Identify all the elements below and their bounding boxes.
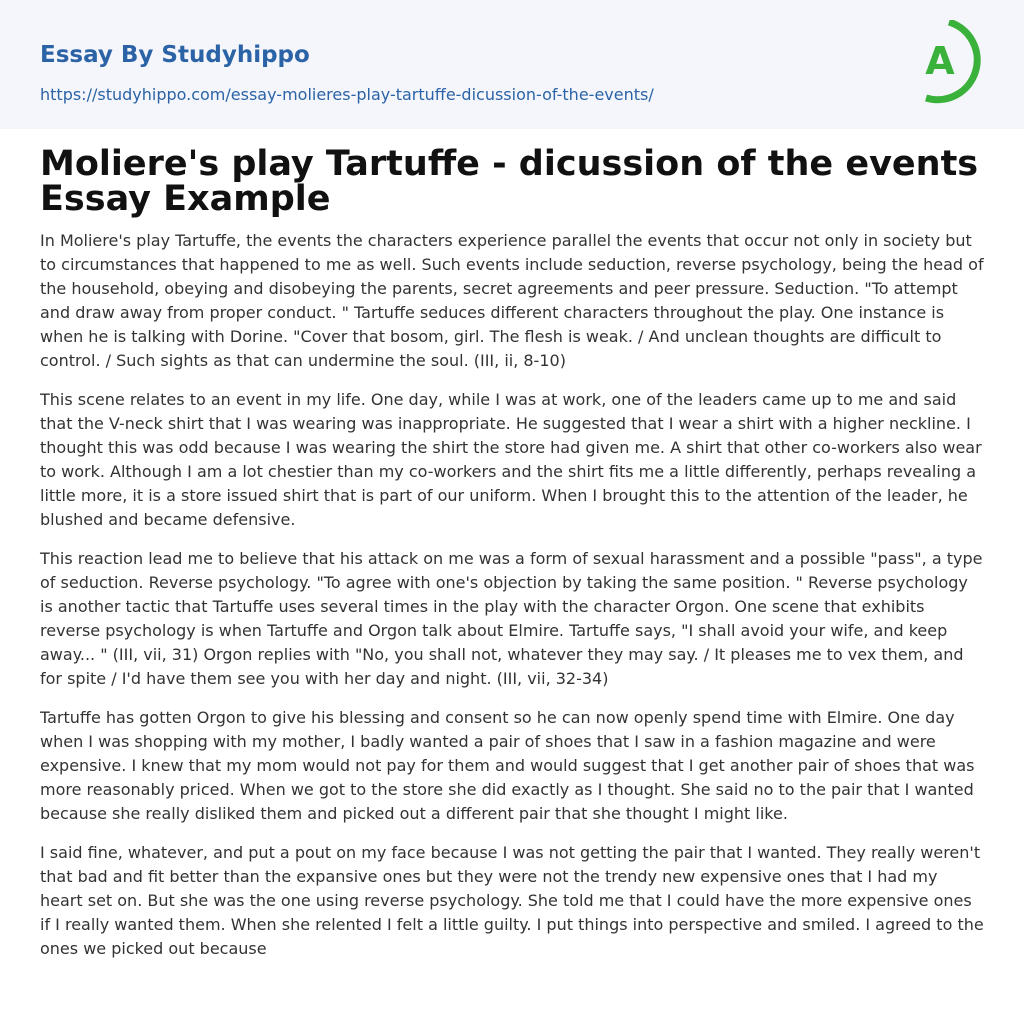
logo-icon[interactable] — [912, 20, 986, 106]
article-paragraph: This scene relates to an event in my life. One day, while I was at work, one of the leaders came up to me and said that the V-neck shirt that I was wearing was inappropriate. He suggested that I wear a shirt with a higher neckline. I thought this was odd because I was wearing the shirt the store had given me. A shirt that other co-workers also wear to work. Although I am a lot chestier than my co-workers and the shirt fits me a little differently, perhaps revealing a little more, it is a store issued shirt that is part of our uniform. When I brought this to the attention of the leader, he blushed and became defensive. — [40, 390, 982, 529]
article-paragraph: In Moliere's play Tartuffe, the events the characters experience parallel the events that occur not only in society but to circumstances that happened to me as well. Such events include seduction, reverse psychology, being the head of the household, obeying and disobeying the parents, secret agreements and peer pressure. Seduction. "To attempt and draw away from proper conduct. " Tartuffe seduces different characters throughout the play. One instance is when he is talking with Dorine. "Cover that bosom, girl. The flesh is weak. / And unclean thoughts are difficult to control. / Such sights as that can undermine the soul. (III, ii, 8-10) — [40, 231, 984, 370]
article-paragraph: I said fine, whatever, and put a pout on my face because I was not getting the pair that I wanted. They really weren't that bad and fit better than the expansive ones but they were not the trendy new expensive ones that I had my heart set on. But she was the one using reverse psychology. She told me that I could have the more expensive ones if I really wanted them. When she relented I felt a little guilty. I put things into perspective and smiled. I agreed to the ones we picked out because — [40, 843, 984, 958]
logo-letter: A — [925, 39, 955, 83]
article-title: Moliere's play Tartuffe - dicussion of the events Essay Example — [40, 144, 979, 219]
source-url-link[interactable]: https://studyhippo.com/essay-molieres-play-tartuffe-dicussion-of-the-events/ — [40, 85, 654, 104]
article-paragraph: This reaction lead me to believe that his attack on me was a form of sexual harassment and a possible "pass", a type of seduction. Reverse psychology. "To agree with one's objection by taking the same position. " Reverse psychology is another tactic that Tartuffe uses several times in the play with the character Orgon. One scene that exhibits reverse psychology is when Tartuffe and Orgon talk about Elmire. Tartuffe says, "I shall avoid your wife, and keep away... " (III, vii, 31) Orgon replies with "No, you shall not, whatever they may say. / It pleases me to vex them, and for spite / I'd have them see you with her day and night. (III, vii, 32-34) — [40, 549, 983, 688]
site-brand[interactable]: Essay By Studyhippo — [40, 42, 310, 68]
article-paragraph: Tartuffe has gotten Orgon to give his blessing and consent so he can now openly spend time with Elmire. One day when I was shopping with my mother, I badly wanted a pair of shoes that I saw in a fashion magazine and were expensive. I knew that my mom would not pay for them and would suggest that I get another pair of shoes that was more reasonably priced. When we got to the store she did exactly as I thought. She said no to the pair that I wanted because she really disliked them and picked out a different pair that she thought I might like. — [40, 708, 975, 823]
site-header — [0, 0, 1024, 129]
article — [40, 144, 984, 976]
